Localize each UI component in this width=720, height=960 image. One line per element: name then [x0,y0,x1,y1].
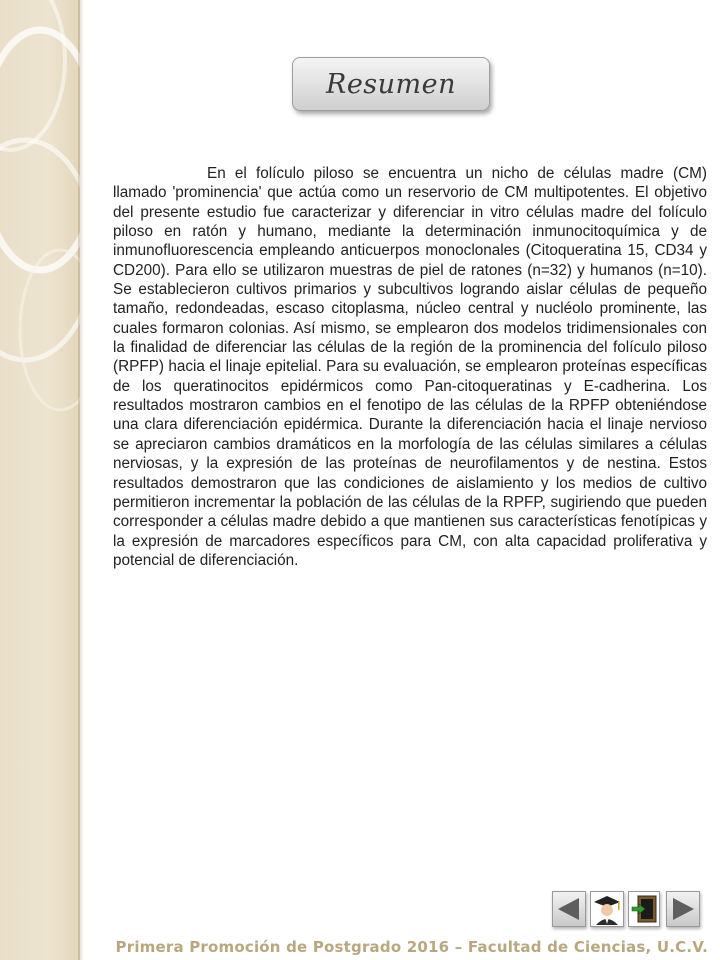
exit-door-icon [630,894,658,924]
side-panel-shadow [78,0,84,960]
decorative-side-panel [0,0,80,960]
footer-text: Primera Promoción de Postgrado 2016 – Facultad de Ciencias, U.C.V. [115,938,708,956]
triangle-right-icon [670,897,696,921]
exit-button[interactable] [628,891,660,927]
prev-button[interactable] [552,891,586,927]
home-button[interactable] [590,891,624,927]
graduate-avatar-icon [592,893,622,925]
section-title-box [292,57,490,111]
next-button[interactable] [666,891,700,927]
triangle-left-icon [556,897,582,921]
abstract-text: En el folículo piloso se encuentra un nicho de células madre (CM) llamado 'prominencia' que actúa como un reservorio de CM multipotentes. El objetivo del presente estudio fue caracterizar y diferenciar in vitro células madre del folículo piloso en ratón y humano, mediante la determinación inmunocitoquímica y de inmunofluorescencia empleando anticuerpos monoclonales (Citoqueratina 15, CD34 y CD200). Para ello se utilizaron muestras de piel de ratones (n=32) y humanos (n=10). Se establecieron cultivos primarios y subcultivos logrando aislar células de pequeño tamaño, redondeadas, escaso citoplasma, núcleo central y nucléolo prominente, las cuales formaron colonias. Así mismo, se emplearon dos modelos tridimensionales con la finalidad de diferenciar las células de la región de la prominencia del folículo piloso (RPFP) hacia el linaje epitelial. Para su evaluación, se emplearon proteínas específicas de los queratinocitos epidérmicos como Pan-citoqueratinas y E-cadherina. Los resultados mostraron cambios en el fenotipo de las células de la RPFP obteniéndose una clara diferenciación epidérmica. Durante la diferenciación hacia el linaje nervioso se apreciaron cambios dramáticos en la morfología de las células similares a células nerviosas, y la expresión de las proteínas de neurofilamentos y de nestina. Estos resultados demostraron que las condiciones de aislamiento y los medios de cultivo permitieron incrementar la población de las células de la RPFP, sugiriendo que pueden corresponder a células madre debido a que mantienen sus características fenotípicas y la expresión de marcadores específicos para CM, con alta capacidad proliferativa y potencial de diferenciación. [113,165,707,569]
page-title: Resumen [325,68,457,100]
decorative-swirl-graphic [0,0,80,960]
